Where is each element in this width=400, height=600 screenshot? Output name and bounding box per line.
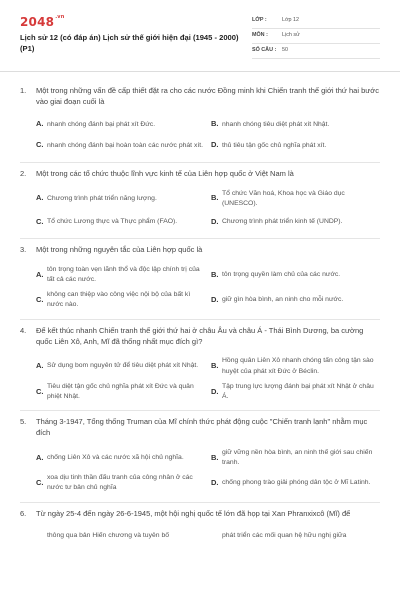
option-letter: C. [36, 216, 44, 226]
option-text: Tổ chức Lương thực và Thực phẩm (FAO). [47, 217, 178, 225]
meta-value-subject: Lịch sử [282, 32, 300, 39]
document-meta [252, 14, 380, 59]
question-1 [20, 80, 380, 163]
option-text: thông qua bản Hiến chương và tuyên bố [47, 532, 169, 540]
option-text: Sử dụng bom nguyên tử để tiêu diệt phát xít Nhật. [47, 362, 199, 370]
option-text: chống phong trào giải phóng dân tộc ở Mĩ Latinh. [222, 479, 371, 487]
question-number: 3. [20, 245, 27, 254]
logo-text: 2048 [20, 15, 55, 29]
option-letter: A. [36, 269, 44, 279]
option-text: không can thiệp vào công việc nội bộ của bất kì nước nào. [47, 291, 191, 309]
meta-label-count: SỐ CÂU : [252, 47, 277, 54]
option-text: thủ tiêu tận gốc chủ nghĩa phát xít. [222, 141, 327, 149]
options [36, 189, 380, 230]
option-letter: C. [36, 295, 44, 304]
option-text: Chương trình phát triển năng lượng. [47, 194, 157, 202]
option-letter: B. [211, 119, 219, 129]
option-text: nhanh chóng tiêu diệt phát xít Nhật. [222, 120, 330, 128]
option-letter: C. [36, 140, 44, 150]
option-letter: A. [36, 452, 44, 462]
options [36, 356, 380, 402]
option-d[interactable] [211, 214, 380, 230]
options [36, 265, 380, 311]
option-letter: A. [36, 193, 44, 203]
option-b[interactable] [211, 117, 380, 133]
logo-suffix: .vn [55, 14, 65, 20]
option-a[interactable] [36, 265, 205, 285]
question-text: Một trong những nguyên tắc của Liên hợp quốc là [36, 245, 203, 254]
option-letter: D. [211, 140, 219, 150]
option-c[interactable] [36, 473, 205, 493]
option-c[interactable] [36, 382, 205, 402]
option-letter: C. [36, 386, 44, 396]
meta-row-class [252, 14, 380, 29]
option-a[interactable] [36, 117, 205, 133]
option-d[interactable] [211, 290, 380, 310]
option-d[interactable] [211, 473, 380, 493]
option-text: Tập trung lực lượng đánh bại phát xít Nhật ở châu Á. [222, 382, 374, 400]
document-header [0, 0, 400, 72]
option-b[interactable] [211, 529, 380, 545]
meta-label-class: LỚP : [252, 17, 267, 24]
option-letter: D. [211, 216, 219, 226]
options [36, 529, 380, 545]
option-d[interactable] [211, 382, 380, 402]
option-letter: B. [211, 193, 219, 203]
question-text: Tháng 3-1947, Tổng thống Truman của Mĩ chính thức phát động cuộc "Chiến tranh lạnh" nhằm mục đích [36, 417, 368, 437]
meta-value-class: Lớp 12 [282, 17, 300, 24]
question-text: Một trong những vấn đề cấp thiết đặt ra cho các nước Đồng minh khi Chiến tranh thế giới thứ hai bước vào giai đoạn cuối là [36, 86, 379, 106]
option-text: Hồng quân Liên Xô nhanh chóng tấn công tận sào huyệt của phát xít Đức ở Béclin. [222, 357, 374, 375]
option-text: giữ gìn hòa bình, an ninh cho mỗi nước. [222, 296, 344, 304]
document-title: Lịch sử 12 (có đáp án) Lịch sử thế giới hiện đại (1945 - 2000) (P1) [20, 33, 239, 53]
meta-label-subject: MÔN : [252, 32, 268, 39]
option-a[interactable] [36, 356, 205, 376]
option-text: chống Liên Xô và các nước xã hội chủ nghĩa. [47, 453, 184, 461]
option-text: Tiêu diệt tận gốc chủ nghĩa phát xít Đức và quân phiệt Nhật. [47, 382, 194, 400]
question-4 [20, 320, 380, 412]
options [36, 448, 380, 494]
question-3 [20, 239, 380, 320]
meta-row-count [252, 44, 380, 59]
option-letter: B. [211, 361, 219, 371]
question-text: Một trong các tổ chức thuộc lĩnh vực kinh tế của Liên hợp quốc ở Việt Nam là [36, 168, 294, 178]
meta-value-count: 50 [282, 47, 288, 54]
option-c[interactable] [36, 214, 205, 230]
question-list [0, 72, 400, 553]
question-text: Để kết thúc nhanh Chiến tranh thế giới thứ hai ở châu Âu và châu Á - Thái Bình Dương, ba cường quốc Liên Xô, Anh, Mĩ đã thống nhất mục đích gì? [36, 325, 364, 346]
option-b[interactable] [211, 265, 380, 285]
meta-row-subject [252, 29, 380, 44]
option-b[interactable] [211, 448, 380, 468]
option-text: xoa dịu tinh thần đấu tranh của công nhân ở các nước tư bản chủ nghĩa [47, 474, 193, 492]
question-text: Từ ngày 25-4 đến ngày 26-6-1945, một hội nghị quốc tế lớn đã họp tại Xan Phranxixcô (Mĩ) để [36, 508, 351, 518]
option-letter: B. [211, 269, 219, 279]
option-letter: D. [211, 386, 219, 396]
question-6 [20, 503, 380, 553]
option-d[interactable] [211, 138, 380, 154]
options [36, 117, 380, 154]
option-letter: D. [211, 478, 219, 487]
option-text: giữ vững nền hòa bình, an ninh thế giới sau chiến tranh. [222, 448, 373, 467]
option-text: Chương trình phát triển kinh tế (UNDP). [222, 217, 343, 225]
question-number: 6. [20, 508, 27, 518]
option-a[interactable] [36, 529, 205, 545]
option-c[interactable] [36, 138, 205, 154]
option-letter: A. [36, 119, 44, 129]
question-2 [20, 163, 380, 239]
question-number: 1. [20, 86, 27, 95]
option-letter: B. [211, 452, 219, 462]
question-number: 4. [20, 325, 27, 335]
question-number: 5. [20, 417, 27, 427]
option-text: Tổ chức Văn hoá, Khoa học và Giáo dục (UNESCO). [222, 189, 345, 207]
option-letter: A. [36, 361, 44, 371]
option-a[interactable] [36, 189, 205, 209]
question-5 [20, 411, 380, 503]
option-a[interactable] [36, 448, 205, 468]
option-text: tôn trọng toàn vẹn lãnh thổ và độc lập chính trị của tất cả các nước. [47, 265, 200, 284]
option-letter: D. [211, 295, 219, 304]
option-b[interactable] [211, 356, 380, 376]
option-text: nhanh chóng đánh bại hoàn toàn các nước phát xít. [47, 141, 204, 149]
option-text: phát triển các mối quan hệ hữu nghị giữa [222, 532, 347, 540]
option-text: tôn trọng quyền làm chủ của các nước. [222, 270, 341, 278]
option-letter: C. [36, 478, 44, 487]
option-text: nhanh chóng đánh bại phát xít Đức. [47, 120, 156, 128]
option-c[interactable] [36, 290, 205, 310]
option-b[interactable] [211, 189, 380, 209]
question-number: 2. [20, 168, 27, 178]
